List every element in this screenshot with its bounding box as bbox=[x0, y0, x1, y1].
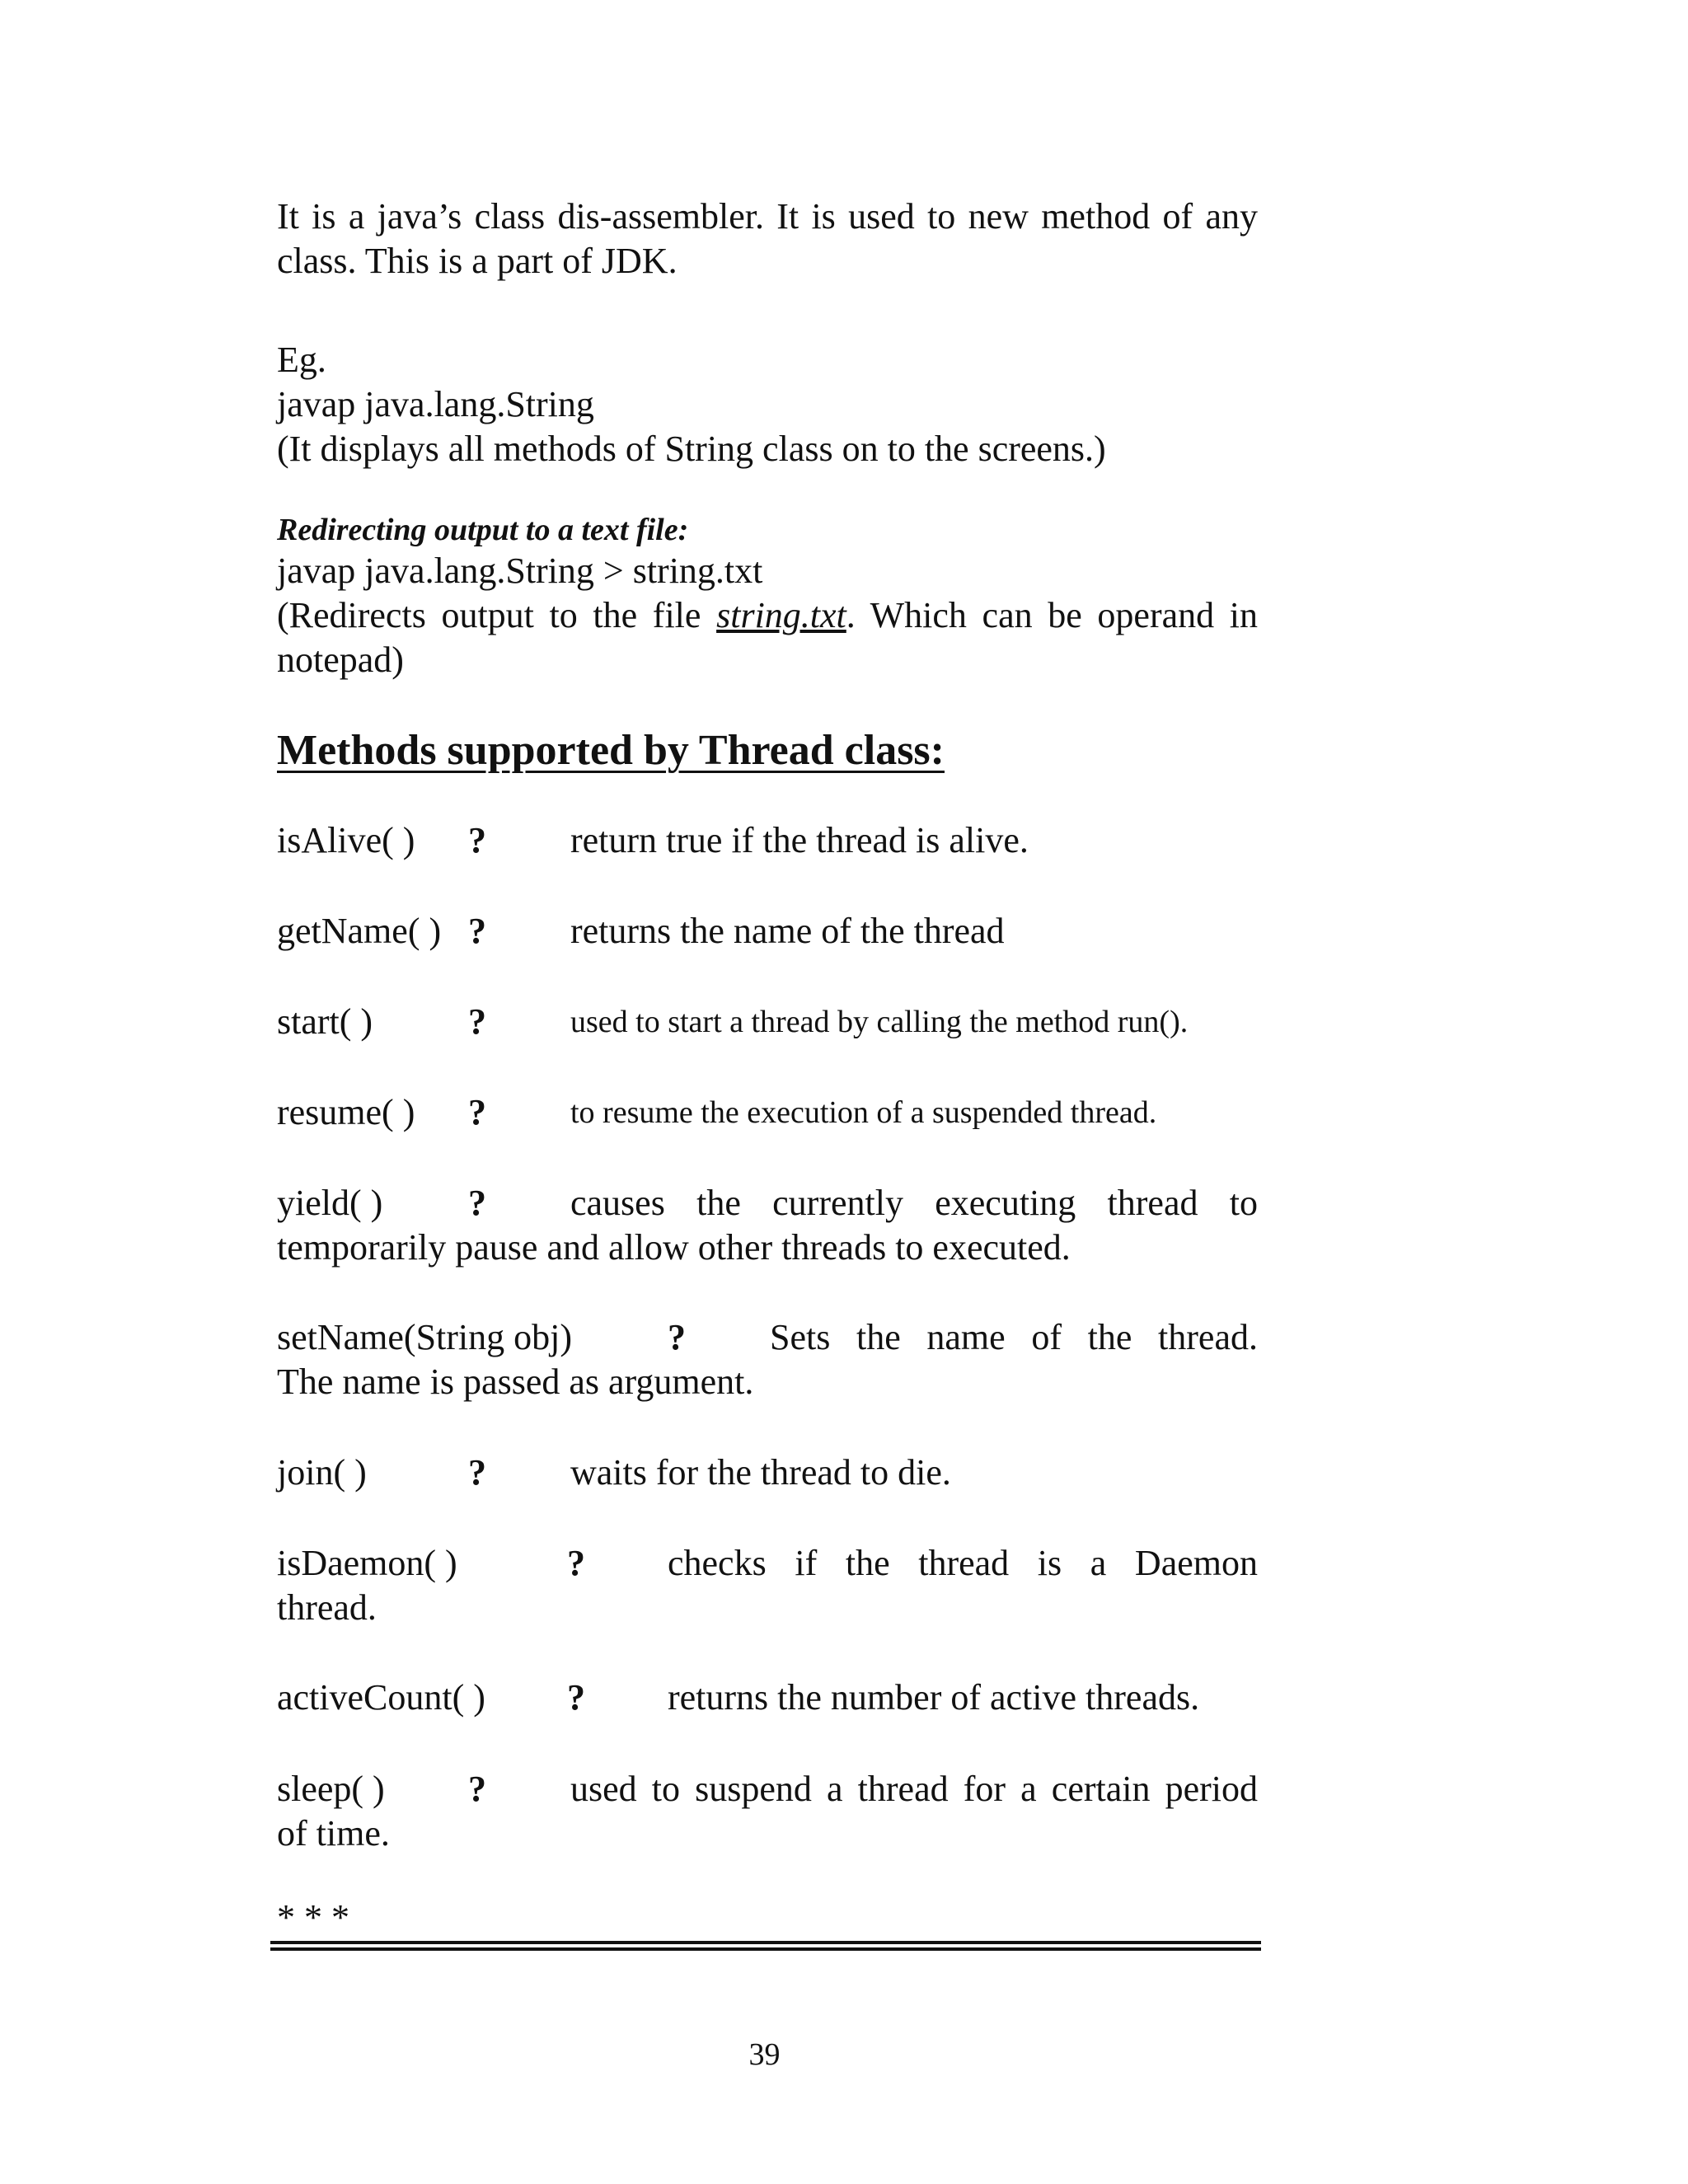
arrow-symbol: ? bbox=[468, 820, 486, 860]
method-description: waits for the thread to die. bbox=[570, 1452, 951, 1493]
method-row bbox=[277, 1675, 1258, 1720]
method-name: activeCount( ) bbox=[277, 1677, 485, 1718]
method-description: used to start a thread by calling the method run(). bbox=[570, 1005, 1189, 1039]
example-label: Eg. bbox=[277, 340, 326, 380]
redirect-note-after: . Which can be operand in notepad) bbox=[277, 595, 1259, 680]
method-description: returns the name of the thread bbox=[570, 911, 1005, 951]
method-row bbox=[277, 1000, 1258, 1044]
divider-line bbox=[270, 1941, 1261, 1944]
divider-line bbox=[270, 1947, 1261, 1951]
arrow-symbol: ? bbox=[468, 1452, 486, 1493]
end-marker: * * * bbox=[277, 1897, 349, 1938]
method-row bbox=[277, 1541, 1258, 1586]
method-row bbox=[277, 1451, 1258, 1495]
redirect-file-name: string.txt bbox=[716, 595, 846, 635]
arrow-symbol: ? bbox=[468, 1769, 486, 1809]
arrow-symbol: ? bbox=[468, 1092, 486, 1132]
arrow-symbol: ? bbox=[567, 1543, 585, 1583]
method-name: start( ) bbox=[277, 1001, 373, 1042]
method-description-continuation: thread. bbox=[277, 1587, 377, 1628]
method-name: isAlive( ) bbox=[277, 820, 415, 860]
method-name: getName( ) bbox=[277, 911, 442, 951]
page-number: 39 bbox=[748, 2037, 781, 2072]
method-description: return true if the thread is alive. bbox=[570, 820, 1029, 860]
method-row bbox=[277, 1181, 1258, 1226]
method-name: setName(String obj) bbox=[277, 1317, 573, 1357]
method-description: checks if the thread is a Daemon bbox=[668, 1543, 1258, 1583]
redirect-heading: Redirecting output to a text file: bbox=[277, 513, 689, 547]
method-row bbox=[277, 818, 1258, 863]
arrow-symbol: ? bbox=[468, 1183, 486, 1223]
method-name: yield( ) bbox=[277, 1183, 383, 1223]
method-description-continuation: of time. bbox=[277, 1813, 390, 1854]
method-name: sleep( ) bbox=[277, 1769, 385, 1809]
method-row bbox=[277, 1767, 1258, 1811]
method-description: Sets the name of the thread. bbox=[770, 1317, 1258, 1357]
method-row bbox=[277, 1090, 1258, 1135]
method-row bbox=[277, 909, 1258, 954]
method-description-continuation: temporarily pause and allow other threads to executed. bbox=[277, 1227, 1071, 1268]
method-description: to resume the execution of a suspended thread. bbox=[570, 1095, 1157, 1130]
arrow-symbol: ? bbox=[468, 1001, 486, 1042]
example-command: javap java.lang.String bbox=[277, 384, 594, 424]
method-description: returns the number of active threads. bbox=[668, 1677, 1200, 1718]
arrow-symbol: ? bbox=[468, 911, 486, 951]
method-name: join( ) bbox=[277, 1452, 367, 1493]
intro-paragraph: It is a java’s class dis-assembler. It is used to new method of any class. This is a part of JDK. bbox=[277, 196, 1258, 281]
method-name: isDaemon( ) bbox=[277, 1543, 457, 1583]
arrow-symbol: ? bbox=[567, 1677, 585, 1718]
method-description: causes the currently executing thread to bbox=[570, 1183, 1258, 1223]
example-note: (It displays all methods of String class on to the screens.) bbox=[277, 429, 1106, 469]
method-description-continuation: The name is passed as argument. bbox=[277, 1361, 754, 1402]
redirect-note-before: (Redirects output to the file bbox=[277, 595, 717, 635]
method-name: resume( ) bbox=[277, 1092, 415, 1132]
method-row bbox=[277, 1315, 1258, 1360]
redirect-command: javap java.lang.String > string.txt bbox=[277, 551, 763, 591]
method-description: used to suspend a thread for a certain period bbox=[570, 1769, 1258, 1809]
arrow-symbol: ? bbox=[668, 1317, 686, 1357]
methods-heading: Methods supported by Thread class: bbox=[277, 727, 945, 774]
redirect-note bbox=[277, 593, 1258, 682]
